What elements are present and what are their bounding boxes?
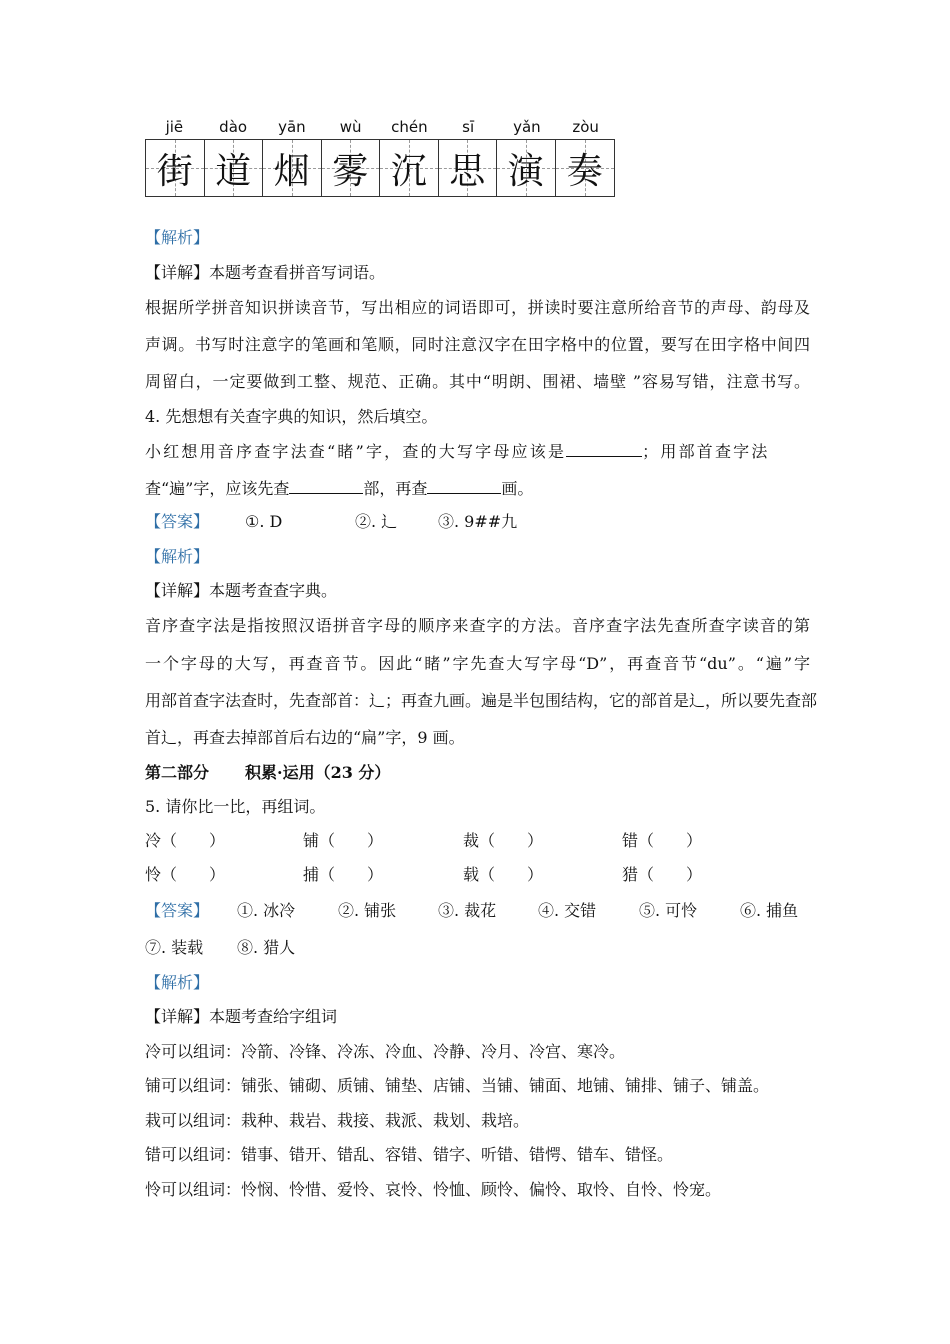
q5-word-list: 冷可以组词：冷箭、冷锋、冷冻、冷血、冷静、冷月、冷宫、寒冷。	[145, 1042, 626, 1061]
answer-blank	[566, 440, 642, 457]
answer-blank	[427, 477, 501, 494]
q5-item: 捕（ ）	[303, 865, 384, 884]
tianzige-cell	[380, 140, 439, 196]
q5-answer-line-1	[145, 900, 810, 922]
part2-label: 第二部分	[145, 763, 210, 782]
q5-answer: ⑦. 装载	[145, 938, 204, 957]
q5-item: 裁（ ）	[463, 831, 544, 850]
q5-answer: ①. 冰冷	[237, 901, 296, 920]
q5-item: 错（ ）	[622, 831, 703, 850]
q5-item: 载（ ）	[463, 865, 544, 884]
part2-heading	[145, 762, 810, 784]
q4-paragraph-line: 一个字母的大写，再查音节。因此“睹”字先查大写字母“D”，再查音节“du”。“遍”字	[145, 654, 810, 673]
hanzi: 沉	[390, 150, 427, 192]
pinyin-syllable: yān	[278, 118, 306, 136]
q4-answer-tag: 【答案】	[145, 512, 210, 531]
q5-word-list: 怜可以组词：怜悯、怜惜、爱怜、哀怜、怜恤、顾怜、偏怜、取怜、自怜、怜宠。	[145, 1180, 722, 1199]
pinyin-syllable: wù	[339, 118, 362, 136]
q4-jiexi-tag: 【解析】	[145, 547, 210, 566]
tianzige-cell	[263, 140, 322, 196]
q4-text: 小红想用音序查字法查“睹”字，查的大写字母应该是	[145, 442, 567, 461]
q4-text: 查“遍”字，应该先查	[145, 479, 290, 498]
tianzige-cell	[146, 140, 205, 196]
tianzige-cell	[439, 140, 498, 196]
q3-jiexi-tag: 【解析】	[145, 228, 210, 247]
q3-paragraph-line: 根据所学拼音知识拼读音节，写出相应的词语即可，拼读时要注意所给音节的声母、韵母及	[145, 298, 810, 317]
q4-answer: ③. 9##九	[438, 512, 518, 531]
q4-text: 画。	[501, 479, 534, 498]
q3-paragraph-line: 声调。书写时注意字的笔画和笔顺，同时注意汉字在田字格中的位置，要写在田字格中间四	[145, 335, 810, 354]
q4-answer: ①. D	[245, 512, 283, 531]
q5-answer-tag: 【答案】	[145, 901, 210, 920]
pinyin-row	[145, 117, 615, 139]
q5-item: 冷（ ）	[145, 831, 226, 850]
tianzige-cell	[322, 140, 381, 196]
pinyin-syllable: dào	[219, 118, 248, 136]
q4-question-line-2	[145, 477, 810, 500]
q5-word-list: 铺可以组词：铺张、铺砌、质铺、铺垫、店铺、当铺、铺面、地铺、铺排、铺子、铺盖。	[145, 1076, 770, 1095]
answer-blank	[289, 477, 363, 494]
q5-item: 怜（ ）	[145, 865, 226, 884]
q5-answer: ③. 裁花	[438, 901, 497, 920]
pinyin-syllable: chén	[391, 118, 428, 136]
q4-paragraph-line: 用部首查字法查时，先查部首：辶；再查九画。遍是半包围结构，它的部首是辶，所以要先查部	[145, 691, 818, 710]
q4-answer-line	[145, 511, 810, 533]
q4-title: 4. 先想想有关查字典的知识，然后填空。	[145, 407, 438, 426]
pinyin-syllable: jiē	[165, 118, 184, 136]
q5-jiexi-tag: 【解析】	[145, 973, 210, 992]
q5-item: 铺（ ）	[303, 831, 384, 850]
pinyin-syllable: sī	[462, 118, 475, 136]
tianzige-cell	[497, 140, 556, 196]
hanzi: 街	[156, 150, 193, 192]
q4-text: ；用部首查字法	[642, 442, 770, 461]
tianzige-cell	[205, 140, 264, 196]
pinyin-syllable: zòu	[572, 118, 599, 136]
q3-detail: 【详解】本题考查看拼音写词语。	[145, 263, 386, 282]
pinyin-syllable: yǎn	[513, 118, 541, 136]
tianzige-row	[145, 139, 615, 197]
q5-title: 5. 请你比一比，再组词。	[145, 797, 326, 816]
q5-answer: ⑧. 猎人	[237, 938, 296, 957]
q5-answer: ⑤. 可怜	[639, 901, 698, 920]
q4-detail: 【详解】本题考查查字典。	[145, 581, 338, 600]
pinyin-character-grid	[145, 117, 615, 201]
q5-detail: 【详解】本题考查给字组词	[145, 1007, 338, 1026]
q5-answer: ②. 铺张	[338, 901, 397, 920]
q4-answer: ②. 辶	[355, 512, 398, 531]
q5-answer: ⑥. 捕鱼	[740, 901, 799, 920]
hanzi: 烟	[273, 150, 310, 192]
part2-title: 积累·运用（23 分）	[245, 763, 391, 782]
hanzi: 道	[215, 150, 252, 192]
q4-paragraph-line: 首辶，再查去掉部首后右边的“扁”字，9 画。	[145, 728, 465, 747]
q4-paragraph-line: 音序查字法是指按照汉语拼音字母的顺序来查字的方法。音序查字法先查所查字读音的第	[145, 616, 810, 635]
q5-item: 猎（ ）	[622, 865, 703, 884]
q4-question-line-1	[145, 440, 810, 463]
hanzi: 雾	[332, 150, 369, 192]
q4-text: 部，再查	[363, 479, 428, 498]
q5-word-list: 栽可以组词：栽种、栽岩、栽接、栽派、栽划、栽培。	[145, 1111, 530, 1130]
q3-paragraph-line: 周留白，一定要做到工整、规范、正确。其中“明朗、围裙、墙壁 ”容易写错，注意书写。	[145, 372, 810, 391]
q5-answer: ④. 交错	[538, 901, 597, 920]
hanzi: 演	[507, 150, 544, 192]
hanzi: 奏	[566, 150, 603, 192]
hanzi: 思	[449, 150, 486, 192]
q5-word-list: 错可以组词：错事、错开、错乱、容错、错字、听错、错愕、错车、错怪。	[145, 1145, 674, 1164]
tianzige-cell	[556, 140, 615, 196]
